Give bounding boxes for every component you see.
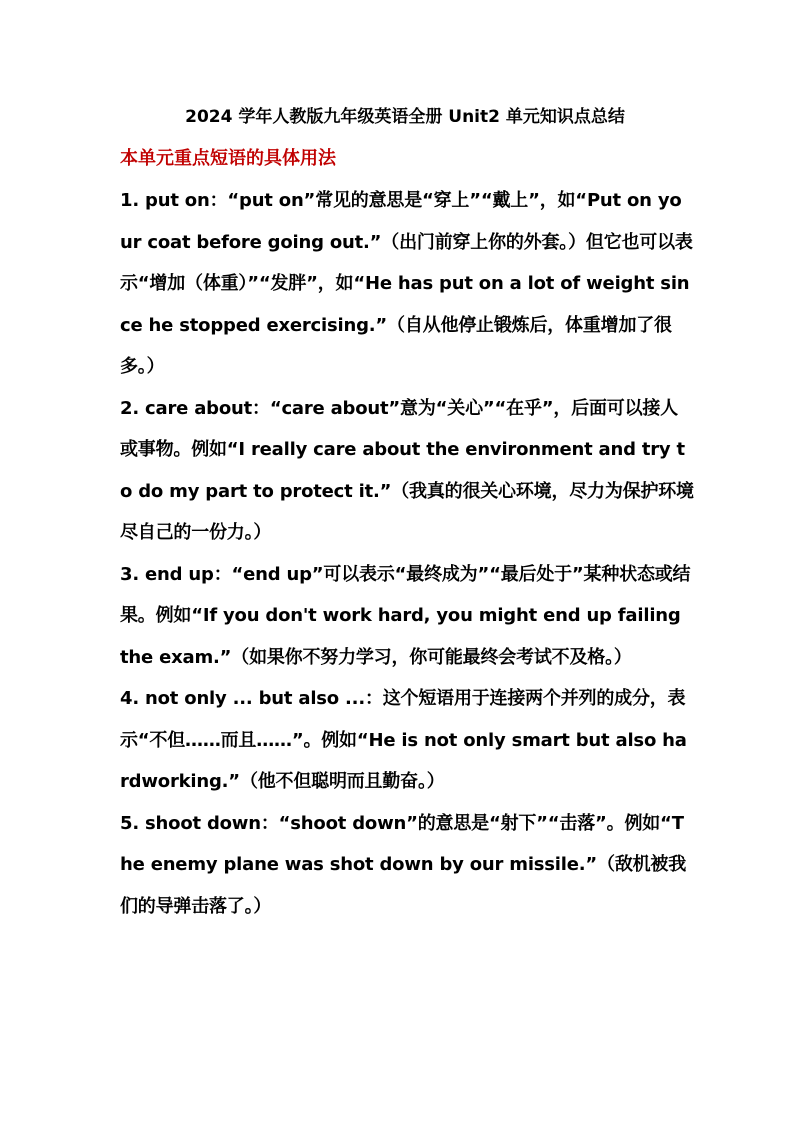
phrase-list	[120, 180, 694, 927]
phrase-entry-care-about: 2. care about：“care about”意为“关心”“在乎”，后面可以接人或事物。例如“I really care about the environment and try to do my part to protect it.”（我真的很关心环境，尽力为保护环境尽自己的一份力。）	[120, 397, 694, 543]
phrase-entry-end-up: 3. end up：“end up”可以表示“最终成为”“最后处于”某种状态或结果。例如“If you don't work hard, you might end up failing the exam.”（如果你不努力学习，你可能最终会考试不及格。）	[120, 563, 691, 668]
phrase-entry-shoot-down: 5. shoot down：“shoot down”的意思是“射下”“击落”。例如“The enemy plane was shot down by our missile.”（敌机被我们的导弹击落了。）	[120, 812, 687, 917]
phrase-entry-not-only-but-also: 4. not only ... but also ...：这个短语用于连接两个并列的成分，表示“不但……而且……”。例如“He is not only smart but also hardworking.”（他不但聪明而且勤奋。）	[120, 688, 687, 792]
phrase-entry-put-on: 1. put on：“put on”常见的意思是“穿上”“戴上”，如“Put on your coat before going out.”（出门前穿上你的外套。）但它也可以表示“增加（体重）”“发胖”，如“He has put on a lot of weight since he stopped exercising.”（自从他停止锻炼后，体重增加了很多。）	[120, 190, 693, 377]
document-title: 2024 学年人教版九年级英语全册 Unit2 单元知识点总结	[185, 107, 625, 127]
section-heading: 本单元重点短语的具体用法	[120, 148, 336, 169]
